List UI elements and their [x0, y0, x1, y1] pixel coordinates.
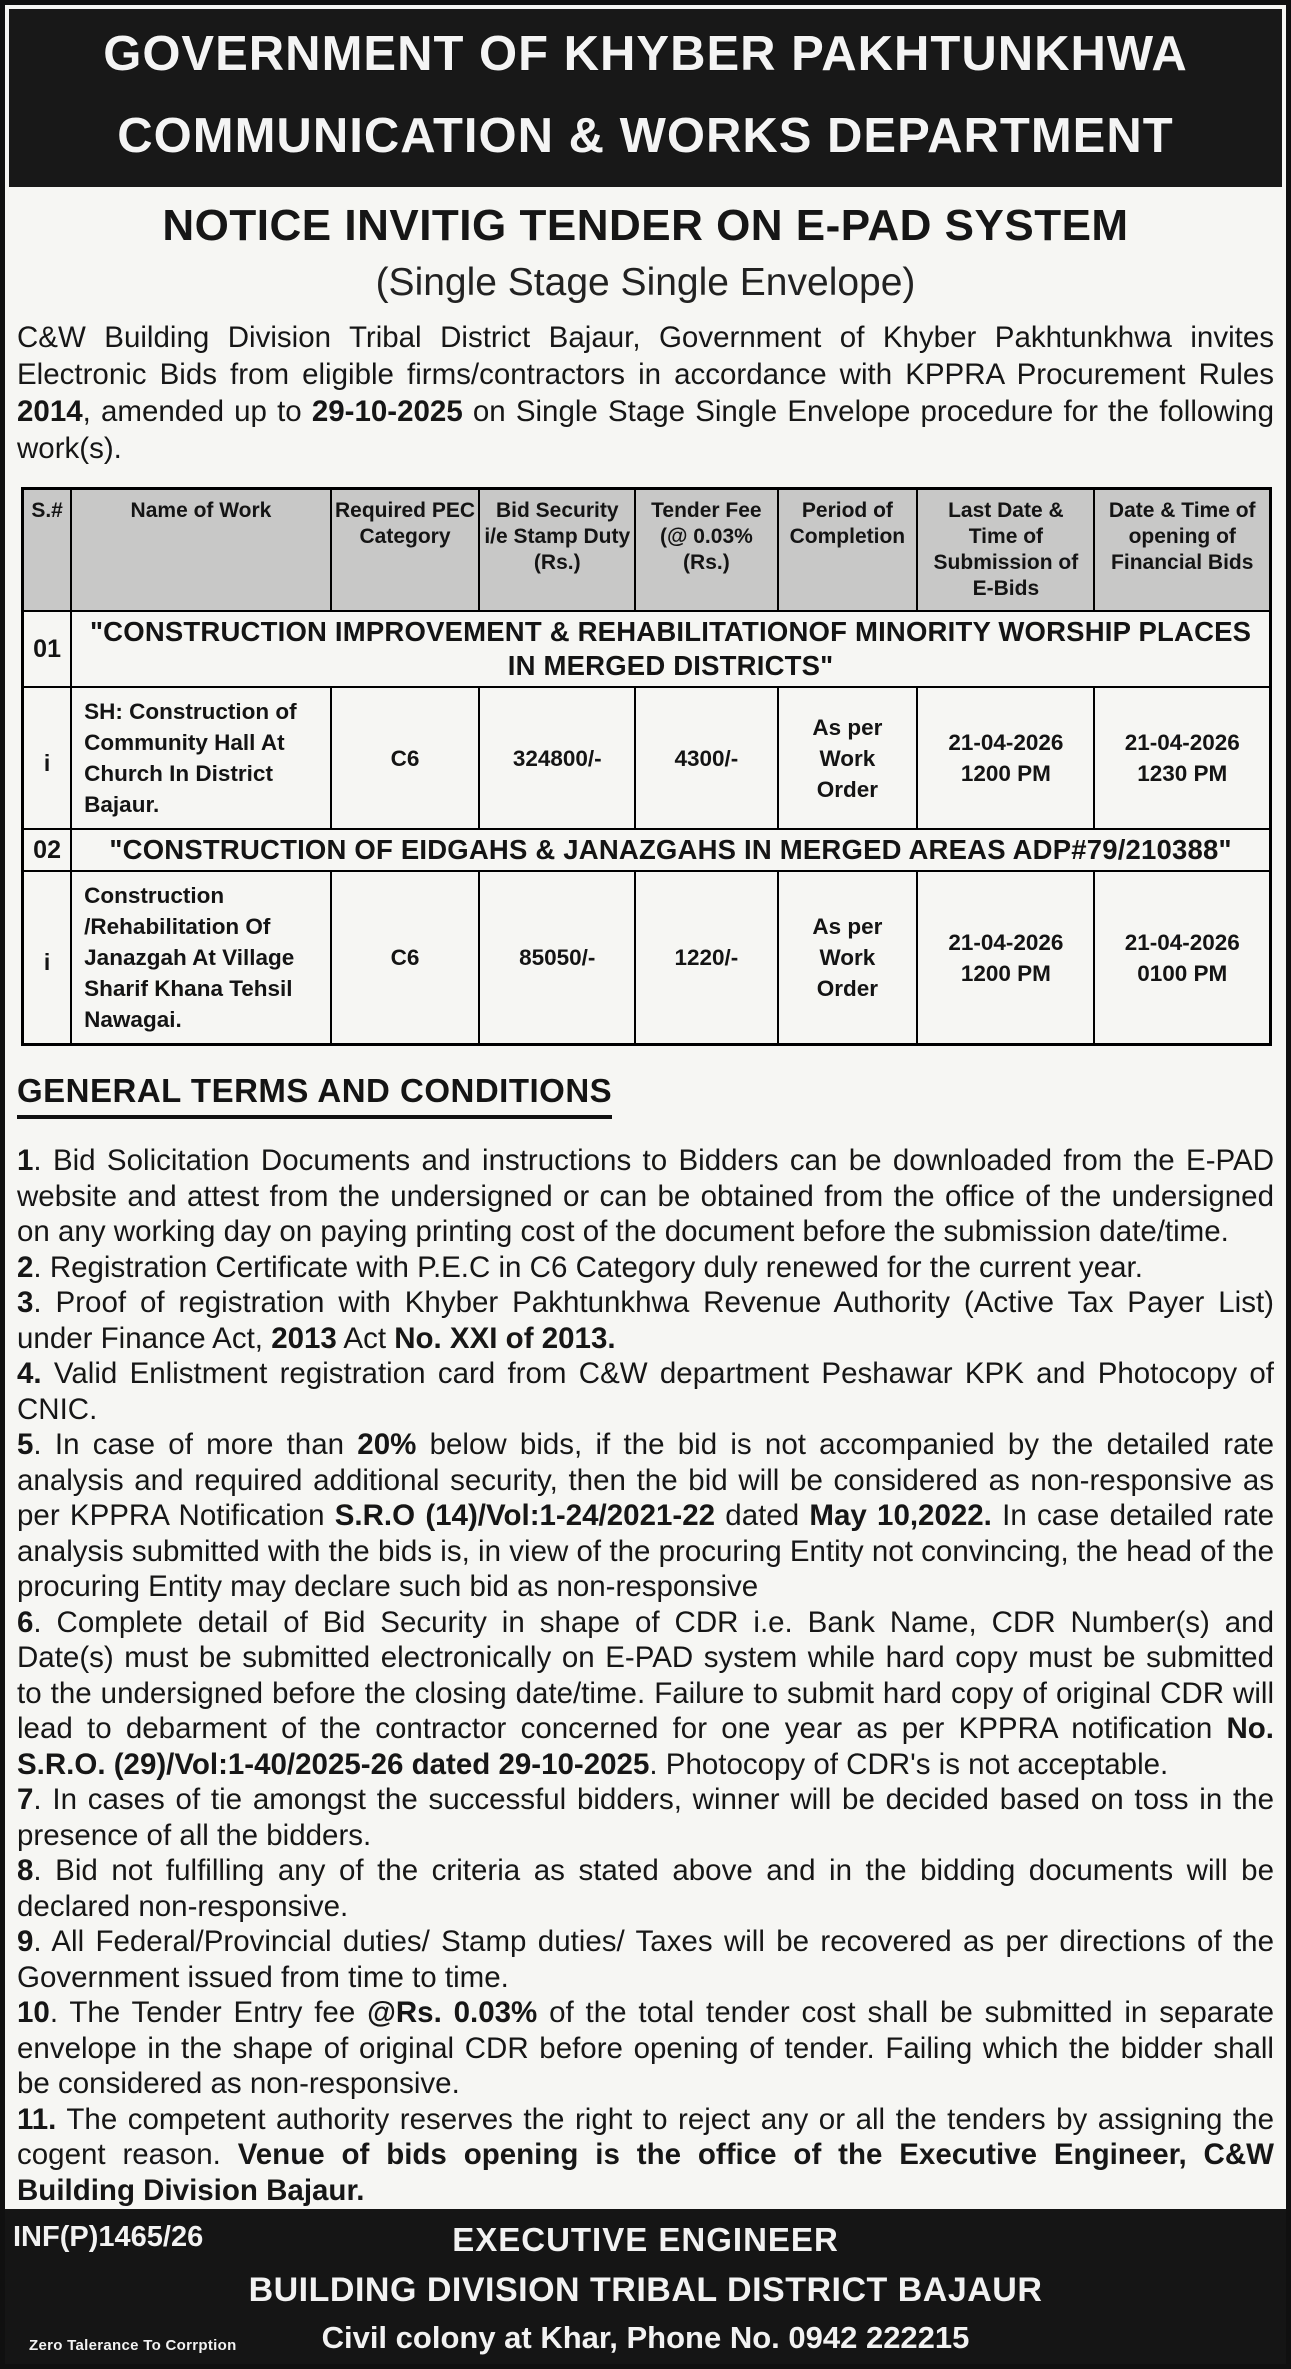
work-name-cell: SH: Construction of Community Hall At Church In District Bajaur.	[71, 687, 331, 829]
pec-category-cell: C6	[331, 871, 480, 1045]
opening-date-cell	[1094, 687, 1270, 829]
group-row-1	[23, 611, 1271, 687]
bid-security-cell: 85050/-	[479, 871, 635, 1045]
intro-paragraph: C&W Building Division Tribal District Bajaur, Government of Khyber Pakhtunkhwa invites Electronic Bids from eligible firms/contractors in accordance with KPPRA Procurement Rules 2014, amended up to 29-10-2025 on Single Stage Single Envelope procedure for the following work(s).	[17, 321, 1274, 465]
term-4: 4. Valid Enlistment registration card from C&W department Peshawar KPK and Photocopy of CNIC.	[17, 1357, 1274, 1426]
term-10: 10. The Tender Entry fee @Rs. 0.03% of the total tender cost shall be submitted in separate envelope in the shape of original CDR before opening of tender. Failing which the bidder shall be considered as non-responsive.	[17, 1996, 1274, 2100]
group-title: "CONSTRUCTION OF EIDGAHS & JANAZGAHS IN MERGED AREAS ADP#79/210388"	[71, 829, 1270, 871]
group-serial: 02	[23, 829, 72, 871]
term-2: 2. Registration Certificate with P.E.C in C6 Category duly renewed for the current year.	[17, 1250, 1143, 1284]
column-header-opening-date: Date & Time of opening of Financial Bids	[1094, 489, 1270, 612]
opening-date: 21-04-2026	[1124, 929, 1240, 955]
tender-fee-cell: 1220/-	[635, 871, 777, 1045]
group-serial: 01	[23, 611, 72, 687]
signature-footer	[5, 2209, 1286, 2364]
tender-works-table	[21, 487, 1272, 1046]
group-row-2	[23, 829, 1271, 871]
opening-date-cell	[1094, 871, 1270, 1045]
term-3: 3. Proof of registration with Khyber Pakhtunkhwa Revenue Authority (Active Tax Payer List) under Finance Act, 2013 Act No. XXI of 2013.	[17, 1286, 1274, 1355]
opening-date: 21-04-2026	[1124, 730, 1240, 755]
inf-number: INF(P)1465/26	[13, 2221, 204, 2253]
last-date-cell	[917, 687, 1094, 829]
opening-time: 0100 PM	[1137, 960, 1228, 986]
term-8: 8. Bid not fulfilling any of the criteria as stated above and in the bidding documents will be declared non-responsive.	[17, 1854, 1274, 1923]
notice-subtitle: (Single Stage Single Envelope)	[375, 261, 916, 304]
opening-time: 1230 PM	[1137, 761, 1228, 786]
last-time: 1200 PM	[960, 960, 1051, 986]
term-1: 1. Bid Solicitation Documents and instructions to Bidders can be downloaded from the E-PAD website and attest from the undersigned or can be obtained from the office of the undersigned on any working day on paying printing cost of the document before the submission date/time.	[17, 1144, 1274, 1248]
term-7: 7. In cases of tie amongst the successful bidders, winner will be decided based on toss in the presence of all the bidders.	[17, 1783, 1274, 1852]
column-header-last-date: Last Date & Time of Submission of E-Bids	[917, 489, 1094, 612]
work-item-row	[23, 871, 1271, 1045]
terms-list	[9, 1143, 1282, 2208]
last-date-cell	[917, 871, 1094, 1045]
work-item-row	[23, 687, 1271, 829]
contact-address: Civil colony at Khar, Phone No. 0942 222215	[321, 2320, 970, 2355]
last-time: 1200 PM	[960, 761, 1051, 786]
notice-title: NOTICE INVITIG TENDER ON E-PAD SYSTEM	[162, 201, 1129, 250]
last-date: 21-04-2026	[948, 929, 1064, 955]
period-cell: As per Work Order	[778, 871, 918, 1045]
term-11: 11. The competent authority reserves the right to reject any or all the tenders by assigning the cogent reason. Venue of bids opening is the office of the Executive Engineer, C&W Building Division Bajaur.	[17, 2102, 1274, 2207]
work-name-cell: Construction /Rehabilitation Of Janazgah At Village Sharif Khana Tehsil Nawagai.	[71, 871, 331, 1045]
pec-category-cell: C6	[331, 687, 480, 829]
column-header-name-of-work: Name of Work	[71, 489, 331, 612]
last-date: 21-04-2026	[948, 730, 1064, 755]
period-cell: As per Work Order	[778, 687, 918, 829]
column-header-tender-fee: Tender Fee (@ 0.03% (Rs.)	[635, 489, 777, 612]
column-header-pec-category: Required PEC Category	[331, 489, 480, 612]
group-title: "CONSTRUCTION IMPROVEMENT & REHABILITATIONOF MINORITY WORSHIP PLACES IN MERGED DISTRICTS"	[71, 611, 1270, 687]
item-serial: i	[23, 687, 72, 829]
general-terms-heading: GENERAL TERMS AND CONDITIONS	[17, 1072, 612, 1119]
item-serial: i	[23, 871, 72, 1045]
division-title: BUILDING DIVISION TRIBAL DISTRICT BAJAUR	[248, 2271, 1043, 2309]
term-9: 9. All Federal/Provincial duties/ Stamp duties/ Taxes will be recovered as per directions of the Government issued from time to time.	[17, 1925, 1274, 1994]
table-header-row	[23, 489, 1271, 612]
executive-engineer-title: EXECUTIVE ENGINEER	[452, 2221, 839, 2258]
department-banner	[9, 9, 1282, 187]
bid-security-cell: 324800/-	[479, 687, 635, 829]
term-5: 5. In case of more than 20% below bids, if the bid is not accompanied by the detailed rate analysis and required additional security, then the bid will be considered as non-responsive as per KPPRA Notification S.R.O (14)/Vol:1-24/2021-22 dated May 10,2022. In case detailed rate analysis submitted with the bids is, in view of the procuring Entity not convincing, the head of the procuring Entity may declare such bid as non-responsive	[17, 1428, 1275, 1603]
column-header-sn: S.#	[23, 489, 72, 612]
column-header-bid-security: Bid Security i/e Stamp Duty (Rs.)	[479, 489, 635, 612]
government-title: GOVERNMENT OF KHYBER PAKHTUNKHWA	[103, 27, 1188, 81]
department-title: COMMUNICATION & WORKS DEPARTMENT	[117, 109, 1174, 163]
term-6: 6. Complete detail of Bid Security in shape of CDR i.e. Bank Name, CDR Number(s) and Date(s) must be submitted electronically on E-PAD system while hard copy must be submitted to the undersigned before the closing date/time. Failure to submit hard copy of original CDR will lead to debarment of the contractor concerned for one year as per KPPRA notification No. S.R.O. (29)/Vol:1-40/2025-26 dated 29-10-2025. Photocopy of CDR's is not acceptable.	[17, 1605, 1274, 1781]
column-header-period: Period of Completion	[778, 489, 918, 612]
tender-fee-cell: 4300/-	[635, 687, 777, 829]
anti-corruption-slogan: Zero Talerance To Corrption	[29, 2337, 237, 2354]
